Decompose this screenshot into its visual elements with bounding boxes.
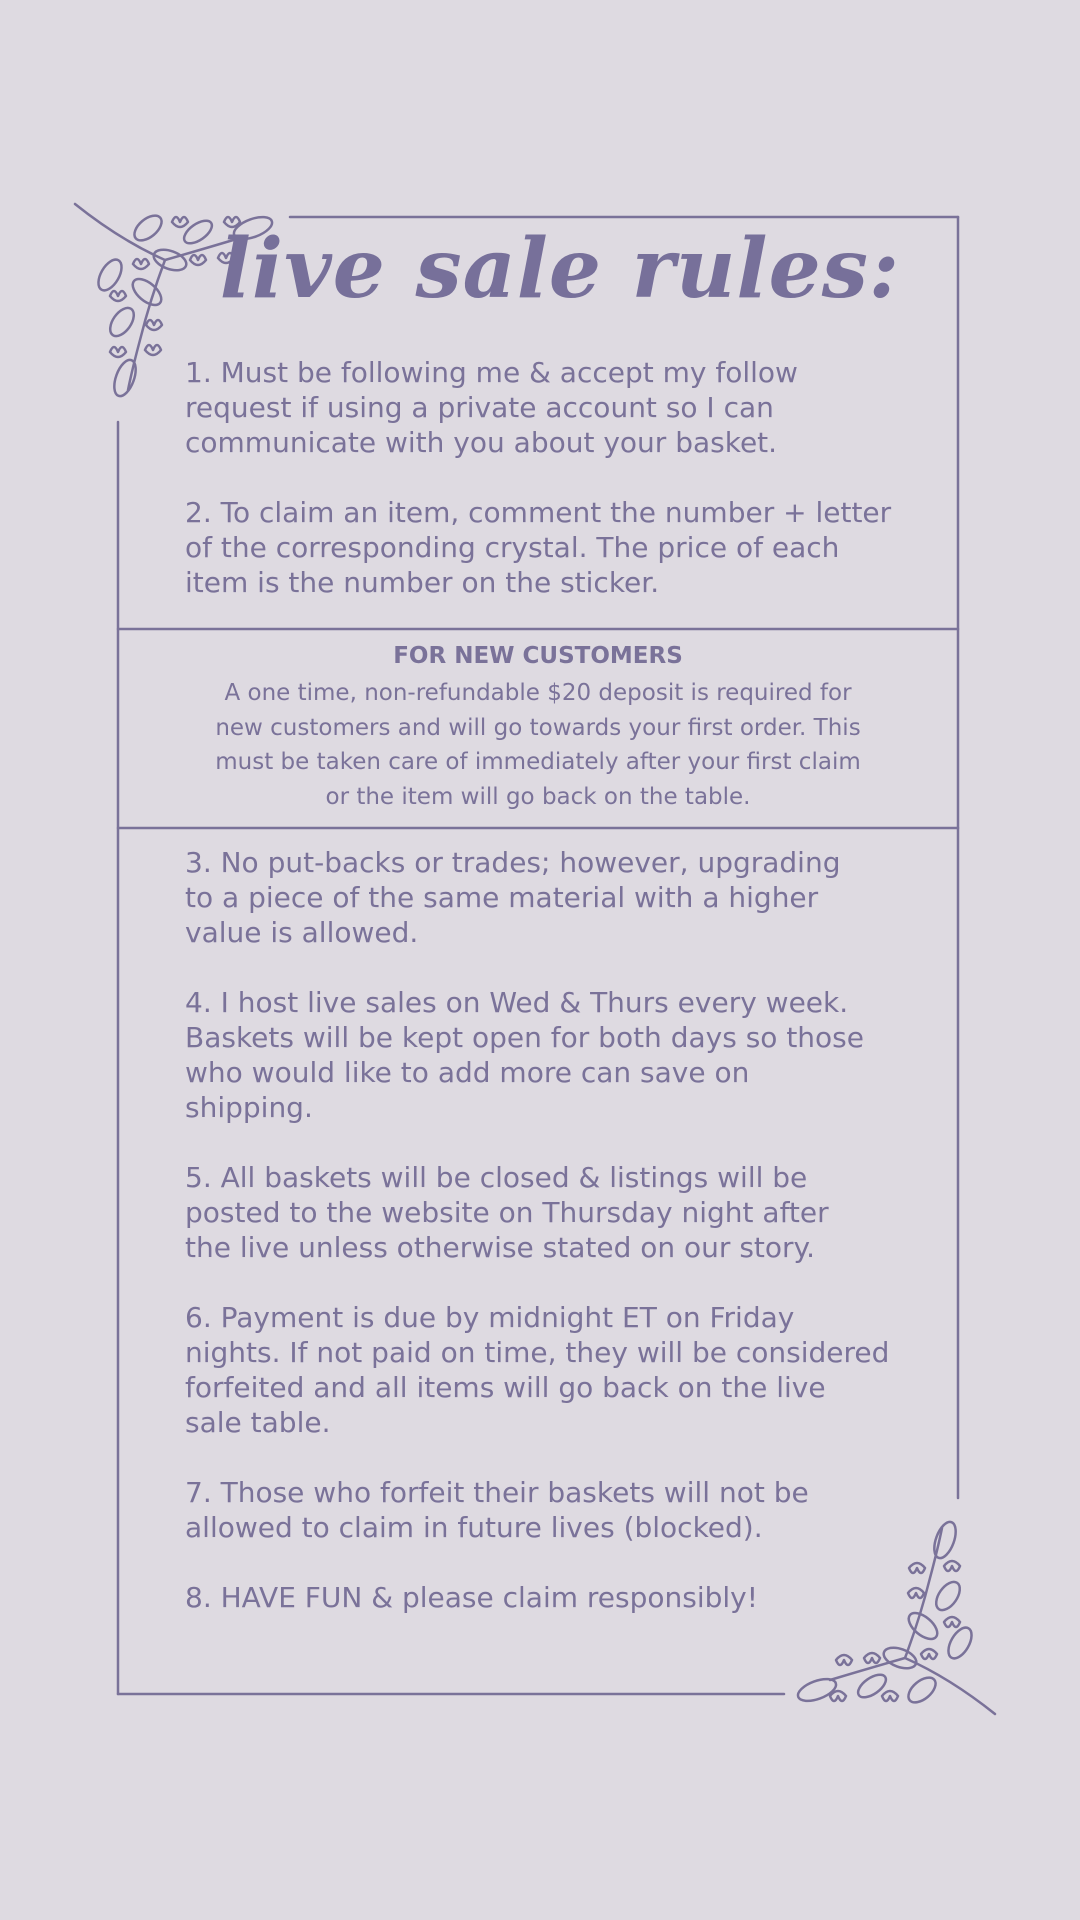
rule-item: 8. HAVE FUN & please claim responsibly!: [185, 1581, 758, 1614]
rules-list-top: [185, 355, 925, 635]
new-customers-body: A one time, non-refundable $20 deposit is required for new customers and will go towards your first order. This must be taken care of immediately after your first claim or the item will go back on the table.: [215, 680, 861, 810]
rule-item: 1. Must be following me & accept my follow request if using a private account so I can communicate with you about your basket.: [185, 356, 798, 459]
rule-item: 5. All baskets will be closed & listings will be posted to the website on Thursday night after the live unless otherwise stated on our story.: [185, 1161, 829, 1264]
new-customers-heading: FOR NEW CUSTOMERS: [393, 643, 683, 669]
new-customers-section: [118, 642, 958, 814]
rules-list-bottom: [185, 845, 925, 1650]
rule-item: 4. I host live sales on Wed & Thurs every week. Baskets will be kept open for both days so those who would like to add more can save on shipping.: [185, 986, 864, 1124]
rule-item: 7. Those who forfeit their baskets will not be allowed to claim in future lives (blocked).: [185, 1476, 809, 1544]
rule-item: 3. No put-backs or trades; however, upgrading to a piece of the same material with a higher value is allowed.: [185, 846, 841, 949]
rule-item: 6. Payment is due by midnight ET on Friday nights. If not paid on time, they will be considered forfeited and all items will go back on the live sale table.: [185, 1301, 890, 1439]
page-title: live sale rules:: [219, 221, 901, 317]
rule-item: 2. To claim an item, comment the number + letter of the corresponding crystal. The price of each item is the number on the sticker.: [185, 496, 892, 599]
